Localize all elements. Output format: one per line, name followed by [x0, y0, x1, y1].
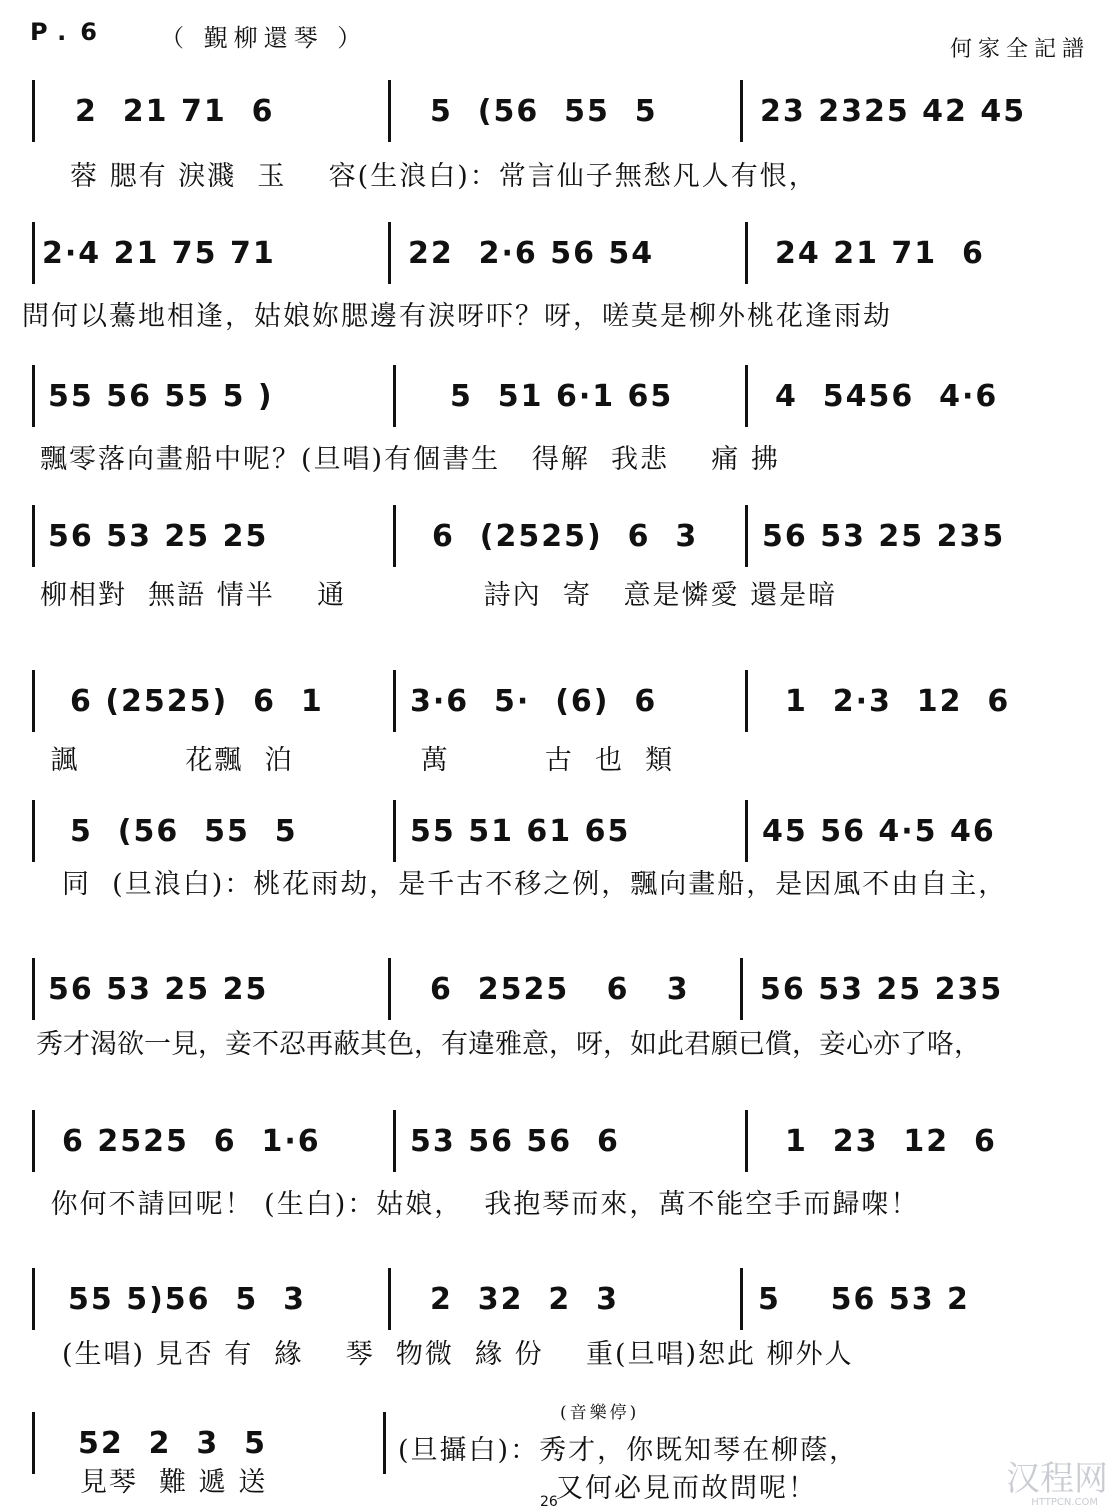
page-number: 26: [540, 1494, 558, 1510]
measure: 5 51 6·1 65: [450, 379, 674, 414]
barline: [740, 80, 743, 142]
lyric-line: 柳相對 無語 情半 通 詩內 寄 意是憐愛 還是暗: [40, 580, 838, 611]
measure: 4 5456 4·6: [775, 379, 999, 414]
lyric-line: 見琴 難 遞 送: [80, 1467, 268, 1498]
barline: [745, 505, 748, 567]
barline: [32, 670, 35, 732]
measure: 23 2325 42 45: [760, 94, 1027, 129]
measure: 2 32 2 3: [430, 1282, 620, 1317]
barline: [745, 670, 748, 732]
barline: [32, 958, 35, 1020]
barline: [388, 958, 391, 1020]
barline: [745, 1110, 748, 1172]
page-label: P.6: [30, 18, 111, 46]
barline: [745, 365, 748, 427]
measure: 2 21 71 6: [75, 94, 275, 129]
lyric-line: 飄零落向畫船中呢？(旦唱)有個書生 得解 我悲 痛 拂: [40, 444, 780, 475]
lyric-line: 秀才渴欲一見，妾不忍再蔽其色，有違雅意，呀，如此君願已償，妾心亦了咯，: [36, 1029, 981, 1060]
measure: 52 2 3 5: [78, 1426, 268, 1461]
measure: 56 53 25 25: [48, 972, 269, 1007]
barline: [393, 670, 396, 732]
measure: 55 5)56 5 3: [68, 1282, 307, 1317]
measure: 5 (56 55 5: [70, 814, 298, 849]
barline: [388, 80, 391, 142]
barline: [32, 1110, 35, 1172]
measure: 2·4 21 75 71: [42, 236, 276, 271]
measure: 22 2·6 56 54: [408, 236, 655, 271]
speech-line-1: (旦攝白)：秀才，你既知琴在柳蔭，: [398, 1435, 859, 1466]
barline: [393, 800, 396, 862]
measure: 6 2525 6 3: [430, 972, 690, 1007]
speech-line-2: 又何必見而故問呢！: [556, 1473, 817, 1504]
measure: 5 56 53 2: [758, 1282, 970, 1317]
barline: [388, 222, 391, 284]
lyric-line: 問何以驀地相逢，姑娘妳腮邊有淚呀吓？呀，嗟莫是柳外桃花逢雨劫: [22, 301, 892, 332]
barline: [32, 505, 35, 567]
measure: 1 2·3 12 6: [785, 684, 1011, 719]
barline: [745, 222, 748, 284]
measure: 53 56 56 6: [410, 1124, 620, 1159]
lyric-line: 同 (旦浪白)：桃花雨劫，是千古不移之例，飄向畫船，是因風不由自主，: [62, 869, 1008, 900]
lyric-line: (生唱) 見否 有 緣 琴 物微 緣 份 重(旦唱)恕此 柳外人: [62, 1339, 854, 1370]
measure: 5 (56 55 5: [430, 94, 658, 129]
measure: 55 56 55 5 ): [48, 379, 274, 414]
watermark-url: HTTPCN.COM: [1031, 1497, 1098, 1508]
barline: [393, 1110, 396, 1172]
measure: 56 53 25 25: [48, 519, 269, 554]
barline: [32, 80, 35, 142]
lyric-line: 諷 花飄 泊 萬 古 也 類: [40, 745, 675, 776]
barline: [740, 1268, 743, 1330]
barline: [393, 365, 396, 427]
measure: 1 23 12 6: [785, 1124, 997, 1159]
music-stop-note: (音樂停): [560, 1403, 640, 1423]
song-title: （ 覲柳還琴 ）: [160, 24, 368, 52]
measure: 24 21 71 6: [775, 236, 985, 271]
barline: [32, 365, 35, 427]
measure: 6 (2525) 6 3: [432, 519, 699, 554]
barline: [32, 1412, 35, 1474]
barline: [740, 958, 743, 1020]
lyric-line: 蓉 腮有 淚濺 玉 容(生浪白)：常言仙子無愁凡人有恨，: [70, 161, 818, 192]
watermark-logo: 汉程网: [1006, 1459, 1108, 1499]
barline: [32, 800, 35, 862]
barline: [32, 222, 35, 284]
barline: [32, 1268, 35, 1330]
measure: 56 53 25 235: [762, 519, 1006, 554]
transcriber-credit: 何家全記譜: [949, 37, 1090, 62]
measure: 6 2525 6 1·6: [62, 1124, 321, 1159]
barline: [383, 1412, 386, 1474]
measure: 45 56 4·5 46: [762, 814, 996, 849]
barline: [388, 1268, 391, 1330]
lyric-line: 你何不請回呢！ (生白)：姑娘， 我抱琴而來，萬不能空手而歸㗎！: [40, 1189, 920, 1220]
measure: 6 (2525) 6 1: [70, 684, 324, 719]
measure: 56 53 25 235: [760, 972, 1004, 1007]
measure: 3·6 5· (6) 6: [410, 684, 658, 719]
barline: [393, 505, 396, 567]
measure: 55 51 61 65: [410, 814, 631, 849]
barline: [745, 800, 748, 862]
